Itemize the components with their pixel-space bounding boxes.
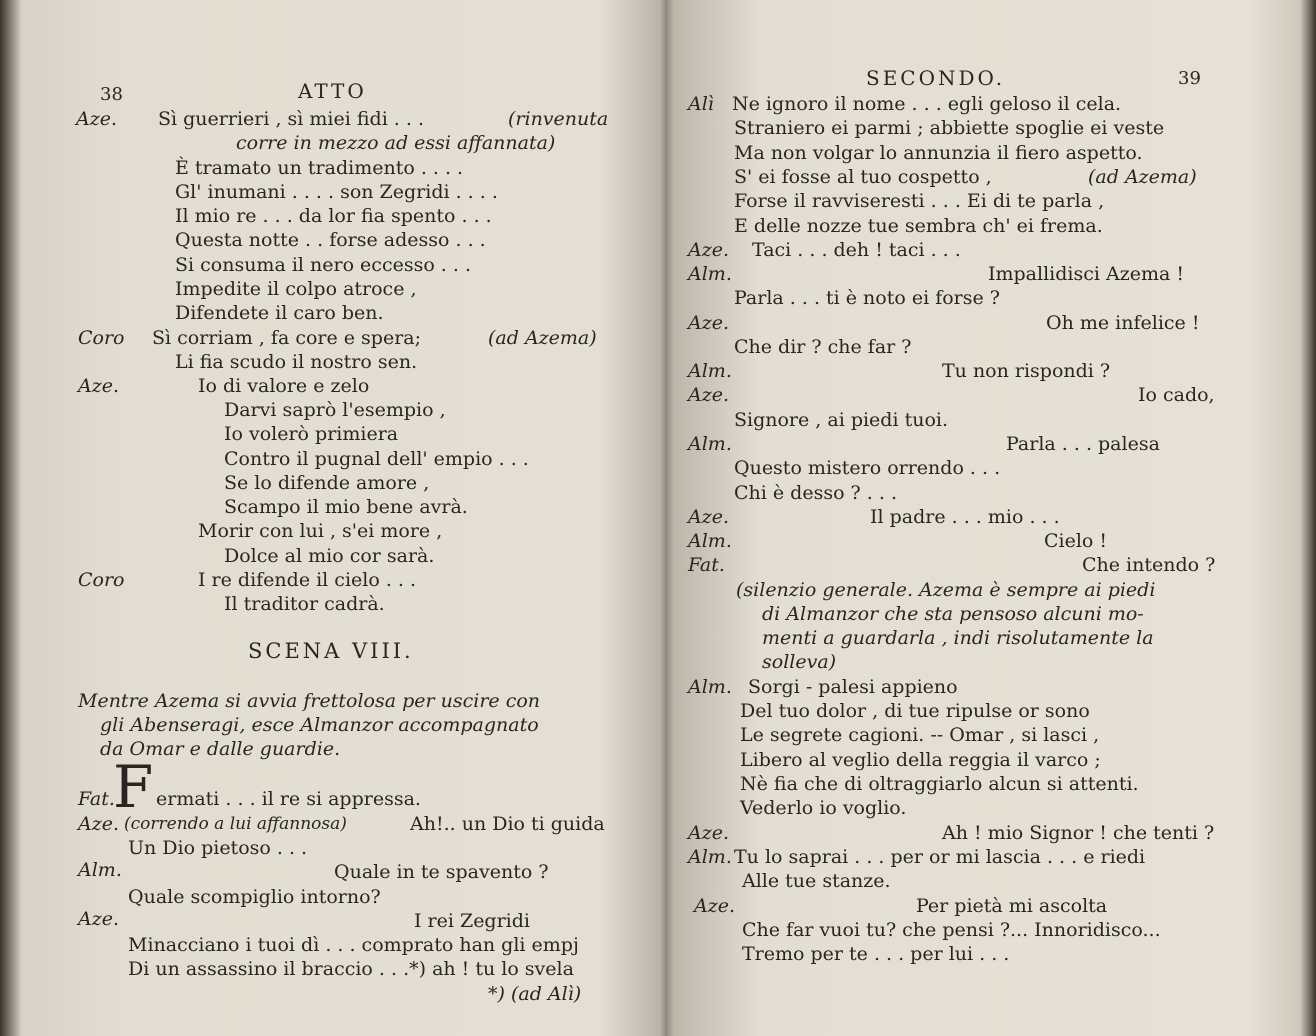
- verse-line: Chi è desso ? . . .: [734, 482, 897, 504]
- verse-line: Signore , ai piedi tuoi.: [734, 409, 949, 431]
- speaker: Fat.: [78, 788, 115, 810]
- verse-line: Taci . . . deh ! taci . . .: [752, 239, 961, 261]
- speaker: Alm.: [688, 433, 732, 455]
- right-page: [670, 0, 1316, 1036]
- verse-line: Oh me infelice !: [1046, 312, 1200, 334]
- verse-line: Tu lo saprai . . . per or mi lascia . . . e riedi: [734, 846, 1146, 868]
- stage-direction: menti a guardarla , indi risolutamente la: [762, 627, 1154, 649]
- verse-line: È tramato un tradimento . . . .: [175, 157, 464, 179]
- verse-line: Dolce al mio cor sarà.: [224, 545, 435, 567]
- stage-direction: (ad Azema): [1088, 166, 1197, 188]
- verse-line: Questo mistero orrendo . . .: [734, 457, 1001, 479]
- verse-line: Gl' inumani . . . . son Zegridi . . . .: [175, 181, 498, 203]
- verse-line: Contro il pugnal dell' empio . . .: [224, 448, 529, 470]
- stage-direction: (ad Azema): [488, 327, 597, 349]
- verse-line: Il mio re . . . da lor fia spento . . .: [175, 205, 492, 227]
- verse-line: Sì corriam , fa core e spera;: [152, 327, 422, 349]
- verse-line: Sorgi - palesi appieno: [748, 676, 958, 698]
- verse-line: Che intendo ?: [1082, 554, 1216, 576]
- stage-direction: corre in mezzo ad essi affannata): [236, 132, 556, 154]
- verse-line: Questa notte . . forse adesso . . .: [175, 229, 486, 251]
- verse-line: Del tuo dolor , di tue ripulse or sono: [740, 700, 1090, 722]
- verse-line: Che dir ? che far ?: [734, 336, 912, 358]
- verse-line: Un Dio pietoso . . .: [128, 837, 308, 859]
- speaker: Alm.: [688, 676, 732, 698]
- speaker: Aze.: [78, 813, 120, 835]
- speaker: Coro: [78, 569, 125, 591]
- verse-line: Minacciano i tuoi dì . . . comprato han gli empj: [128, 934, 579, 956]
- verse-line: Impedite il colpo atroce ,: [175, 278, 417, 300]
- verse-line: Scampo il mio bene avrà.: [224, 496, 468, 518]
- speaker: Alm.: [688, 360, 732, 382]
- page-number: 39: [1178, 68, 1201, 89]
- stage-direction: gli Abenseragi, esce Almanzor accompagnato: [100, 714, 539, 736]
- speaker: Alm.: [78, 859, 122, 881]
- verse-line: Darvi saprò l'esempio ,: [224, 399, 446, 421]
- verse-line: Impallidisci Azema !: [988, 263, 1184, 285]
- stage-direction: (silenzio generale. Azema è sempre ai piedi: [736, 579, 1156, 601]
- speaker: Aze.: [78, 908, 120, 930]
- speaker: Aze.: [78, 375, 120, 397]
- speaker: Aze.: [688, 312, 730, 334]
- verse-line: Forse il ravviseresti . . . Ei di te parla ,: [734, 190, 1105, 212]
- page-number: 38: [100, 84, 123, 105]
- verse-line: ermati . . . il re si appressa.: [156, 788, 421, 810]
- verse-line: Parla . . . ti è noto ei forse ?: [734, 287, 1000, 309]
- running-head: SECONDO.: [866, 66, 1006, 90]
- speaker: Coro: [78, 327, 125, 349]
- verse-line: I rei Zegridi: [414, 910, 530, 932]
- verse-line: Libero al veglio della reggia il varco ;: [740, 749, 1101, 771]
- speaker: Aze.: [694, 895, 736, 917]
- verse-line: Io cado,: [1138, 384, 1215, 406]
- verse-line: Ne ignoro il nome . . . egli geloso il cela.: [732, 93, 1122, 115]
- verse-line: Ma non volgar lo annunzia il fiero aspetto.: [734, 142, 1143, 164]
- running-head: ATTO: [298, 79, 367, 103]
- verse-line: Le segrete cagioni. -- Omar , si lasci ,: [740, 724, 1100, 746]
- verse-line: Sì guerrieri , sì miei fidi . . .: [158, 108, 425, 130]
- stage-direction: (correndo a lui affannosa): [124, 814, 347, 834]
- speaker: Aze.: [688, 506, 730, 528]
- speaker: Fat.: [688, 554, 725, 576]
- verse-line: Morir con lui , s'ei more ,: [198, 520, 443, 542]
- verse-line: Li fia scudo il nostro sen.: [175, 351, 418, 373]
- verse-line: Il traditor cadrà.: [224, 593, 385, 615]
- verse-line: Nè fia che di oltraggiarlo alcun si attenti.: [740, 773, 1139, 795]
- footnote: *) (ad Alì): [488, 983, 582, 1005]
- speaker: Aze.: [76, 108, 118, 130]
- speaker: Aze.: [688, 239, 730, 261]
- verse-line: Io volerò primiera: [224, 423, 399, 445]
- speaker: Alm.: [688, 263, 732, 285]
- speaker: Alì: [688, 93, 714, 115]
- verse-line: E delle nozze tue sembra ch' ei frema.: [734, 215, 1103, 237]
- verse-line: I re difende il cielo . . .: [198, 569, 417, 591]
- speaker: Alm.: [688, 846, 732, 868]
- speaker: Aze.: [688, 822, 730, 844]
- stage-direction: di Almanzor che sta pensoso alcuni mo-: [762, 603, 1144, 625]
- verse-line: Il padre . . . mio . . .: [870, 506, 1060, 528]
- speaker: Alm.: [688, 530, 732, 552]
- verse-line: S' ei fosse al tuo cospetto ,: [734, 166, 992, 188]
- stage-direction: Mentre Azema si avvia frettolosa per uscire con: [78, 690, 541, 712]
- stage-direction: solleva): [762, 651, 837, 673]
- verse-line: Difendete il caro ben.: [175, 302, 384, 324]
- verse-line: Che far vuoi tu? che pensi ?... Innoridisco...: [742, 919, 1161, 941]
- verse-line: Tremo per te . . . per lui . . .: [742, 943, 1010, 965]
- verse-line: Quale scompiglio intorno?: [128, 886, 381, 908]
- verse-line: Parla . . . palesa: [1006, 433, 1160, 455]
- verse-line: Ah!.. un Dio ti guida: [410, 813, 605, 835]
- verse-line: Di un assassino il braccio . . .*) ah ! tu lo svela: [128, 958, 574, 980]
- verse-line: Alle tue stanze.: [742, 870, 891, 892]
- verse-line: Cielo !: [1044, 530, 1108, 552]
- verse-line: Ah ! mio Signor ! che tenti ?: [942, 822, 1215, 844]
- stage-direction: da Omar e dalle guardie.: [100, 738, 341, 760]
- verse-line: Vederlo io voglio.: [740, 797, 907, 819]
- stage-direction: (rinvenuta: [508, 108, 609, 130]
- verse-line: Si consuma il nero eccesso . . .: [175, 254, 472, 276]
- speaker: Aze.: [688, 384, 730, 406]
- verse-line: Per pietà mi ascolta: [916, 895, 1108, 917]
- scene-title: SCENA VIII.: [248, 639, 414, 663]
- verse-line: Straniero ei parmi ; abbiette spoglie ei veste: [734, 117, 1165, 139]
- verse-line: Se lo difende amore ,: [224, 472, 430, 494]
- verse-line: Tu non rispondi ?: [942, 360, 1111, 382]
- drop-cap: F: [113, 753, 154, 821]
- verse-line: Io di valore e zelo: [198, 375, 370, 397]
- verse-line: Quale in te spavento ?: [334, 861, 549, 883]
